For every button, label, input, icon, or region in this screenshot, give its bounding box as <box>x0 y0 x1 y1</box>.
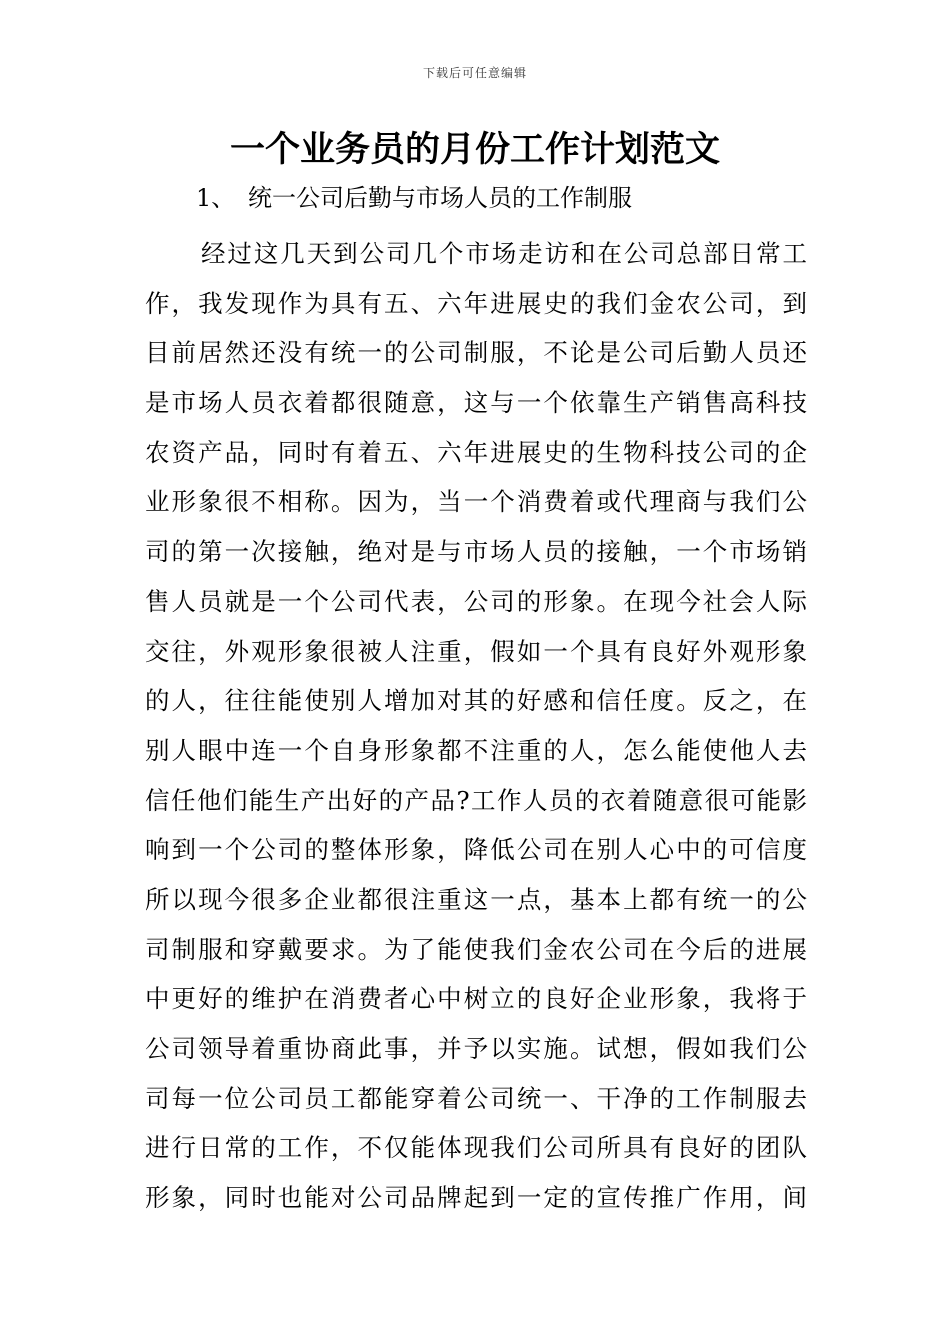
document-title: 一个业务员的月份工作计划范文 <box>229 130 720 170</box>
paragraph-line: 所以现今很多企业都很注重这一点，基本上都有统一的公 <box>145 884 807 914</box>
section-number: 1、 <box>196 184 236 212</box>
paragraph-line: 农资产品，同时有着五、六年进展史的生物科技公司的企 <box>145 437 807 467</box>
paragraph-line: 售人员就是一个公司代表，公司的形象。在现今社会人际 <box>145 586 807 616</box>
paragraph-line: 形象，同时也能对公司品牌起到一定的宣传推广作用，间 <box>145 1183 807 1213</box>
paragraph-line: 交往，外观形象很被人注重，假如一个具有良好外观形象 <box>145 636 807 666</box>
paragraph-line: 的人，往往能使别人增加对其的好感和信任度。反之，在 <box>145 686 807 716</box>
section-heading <box>196 178 632 218</box>
paragraph-line: 中更好的维护在消费者心中树立的良好企业形象，我将于 <box>145 984 807 1014</box>
paragraph-line: 进行日常的工作，不仅能体现我们公司所具有良好的团队 <box>145 1133 807 1163</box>
paragraph-line: 作，我发现作为具有五、六年进展史的我们金农公司，到 <box>145 288 807 318</box>
paragraph-line: 业形象很不相称。因为，当一个消费着或代理商与我们公 <box>145 487 807 517</box>
body-paragraph <box>145 229 807 1223</box>
paragraph-line: 公司领导着重协商此事，并予以实施。试想，假如我们公 <box>145 1034 807 1063</box>
section-heading-text: 统一公司后勤与市场人员的工作制服 <box>248 184 632 212</box>
paragraph-line: 响到一个公司的整体形象，降低公司在别人心中的可信度 <box>145 835 807 865</box>
paragraph-line: 司制服和穿戴要求。为了能使我们金农公司在今后的进展 <box>145 934 807 964</box>
paragraph-line: 别人眼中连一个自身形象都不注重的人，怎么能使他人去 <box>145 735 807 765</box>
paragraph-line: 目前居然还没有统一的公司制服，不论是公司后勤人员还 <box>145 338 807 368</box>
paragraph-line: 是市场人员衣着都很随意，这与一个依靠生产销售高科技 <box>145 388 807 418</box>
paragraph-line: 经过这几天到公司几个市场走访和在公司总部日常工 <box>201 239 807 268</box>
paragraph-line: 司的第一次接触，绝对是与市场人员的接触，一个市场销 <box>145 537 807 567</box>
paragraph-line: 司每一位公司员工都能穿着公司统一、干净的工作制服去 <box>145 1083 807 1113</box>
paragraph-line: 信任他们能生产出好的产品?工作人员的衣着随意很可能影 <box>145 785 807 815</box>
header-note: 下载后可任意编辑 <box>422 66 527 80</box>
